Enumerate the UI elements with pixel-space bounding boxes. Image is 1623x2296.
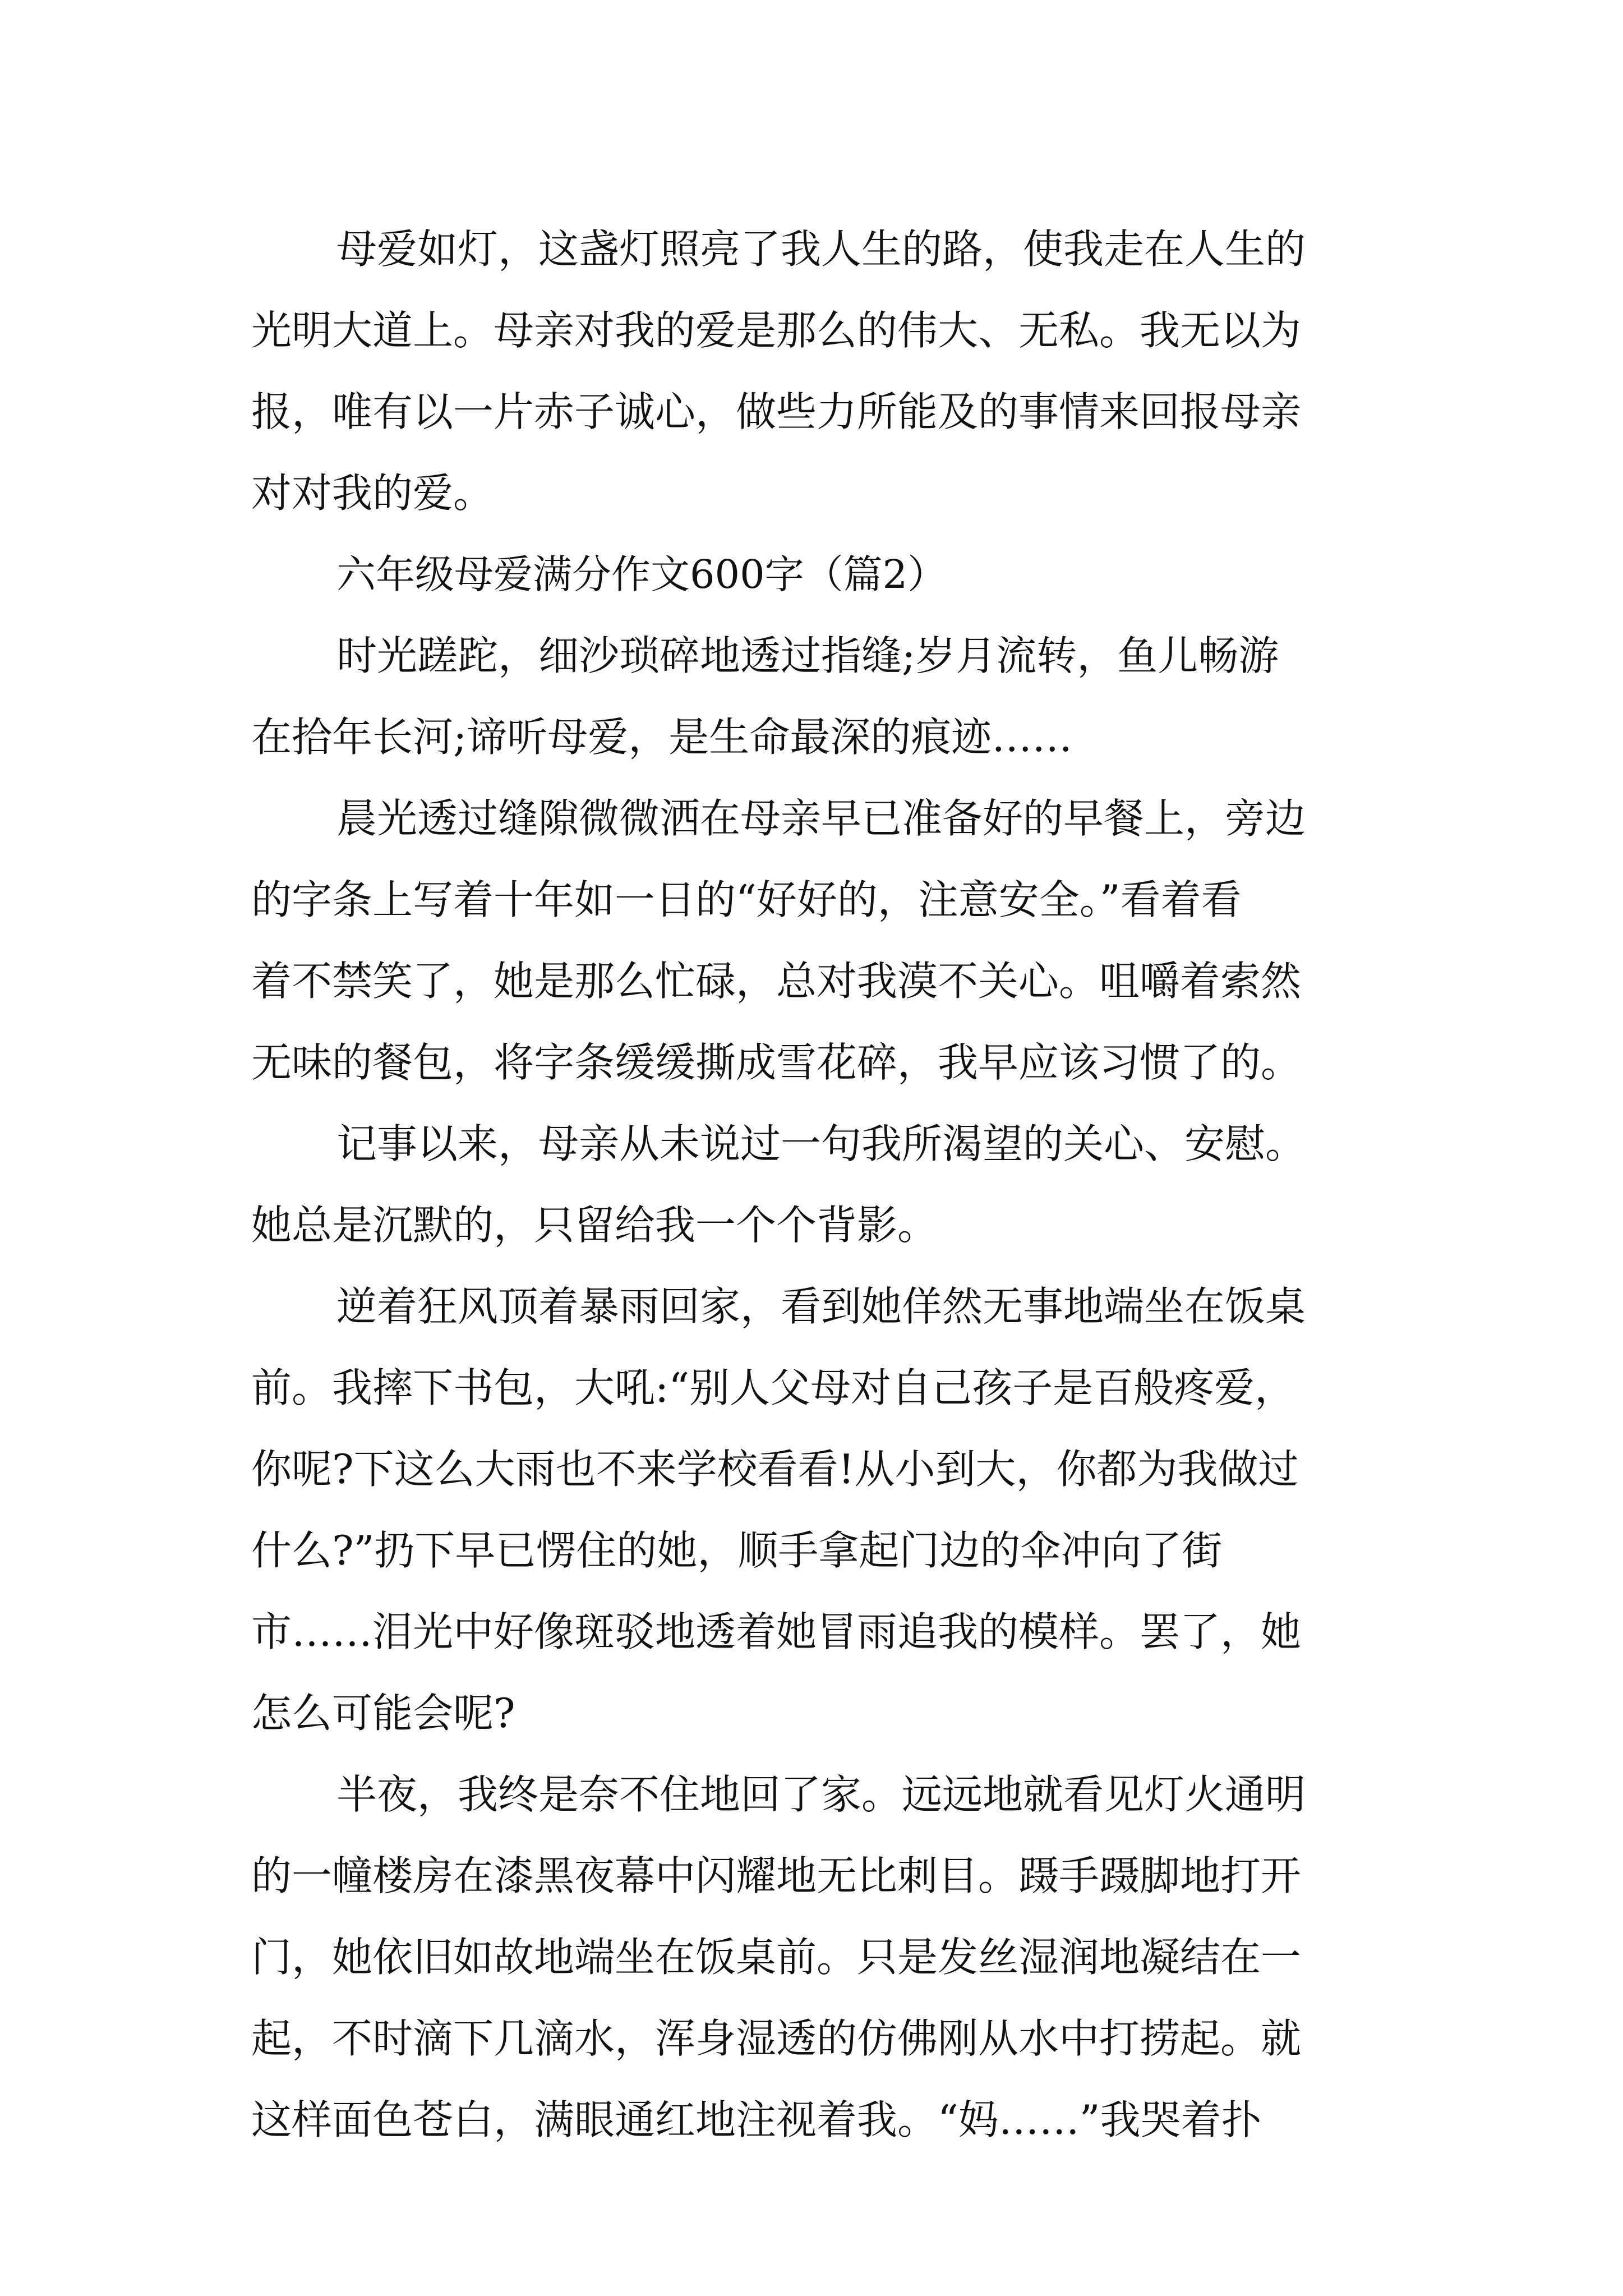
text-line: 时光蹉跎，细沙琐碎地透过指缝;岁月流转，鱼儿畅游 bbox=[336, 632, 1279, 679]
text-line: 光明大道上。母亲对我的爱是那么的伟大、无私。我无以为 bbox=[251, 307, 1302, 354]
text-line: 记事以来，母亲从未说过一句我所渴望的关心、安慰。 bbox=[336, 1120, 1306, 1167]
text-line: 在拾年长河;谛听母爱，是生命最深的痕迹…… bbox=[251, 714, 1073, 761]
text-line: 起，不时滴下几滴水，浑身湿透的仿佛刚从水中打捞起。就 bbox=[251, 2015, 1302, 2062]
text-line: 半夜，我终是奈不住地回了家。远远地就看见灯火通明 bbox=[336, 1771, 1306, 1818]
section-heading: 六年级母爱满分作文600字（篇2） bbox=[336, 551, 947, 597]
text-line: 她总是沉默的，只留给我一个个背影。 bbox=[251, 1202, 938, 1249]
text-line: 母爱如灯，这盏灯照亮了我人生的路，使我走在人生的 bbox=[336, 226, 1306, 273]
text-line: 前。我摔下书包，大吼:“别人父母对自己孩子是百般疼爱， bbox=[251, 1364, 1295, 1411]
text-line: 的一幢楼房在漆黑夜幕中闪耀地无比刺目。蹑手蹑脚地打开 bbox=[251, 1852, 1302, 1899]
text-line: 什么?”扔下早已愣住的她，顺手拿起门边的伞冲向了街 bbox=[251, 1527, 1223, 1574]
text-line: 市……泪光中好像斑驳地透着她冒雨追我的模样。罢了，她 bbox=[251, 1608, 1302, 1655]
text-line: 这样面色苍白，满眼通红地注视着我。“妈……”我哭着扑 bbox=[251, 2096, 1262, 2143]
text-line: 的字条上写着十年如一日的“好好的，注意安全。”看着看 bbox=[251, 876, 1242, 923]
text-line: 无味的餐包，将字条缓缓撕成雪花碎，我早应该习惯了的。 bbox=[251, 1039, 1302, 1086]
text-line: 门，她依旧如故地端坐在饭桌前。只是发丝湿润地凝结在一 bbox=[251, 1934, 1302, 1981]
text-line: 晨光透过缝隙微微洒在母亲早已准备好的早餐上，旁边 bbox=[336, 795, 1306, 842]
text-line: 报，唯有以一片赤子诚心，做些力所能及的事情来回报母亲 bbox=[251, 388, 1302, 435]
essay-body bbox=[251, 209, 1373, 2161]
text-line: 着不禁笑了，她是那么忙碌，总对我漠不关心。咀嚼着索然 bbox=[251, 958, 1302, 1005]
text-line: 你呢?下这么大雨也不来学校看看!从小到大，你都为我做过 bbox=[251, 1446, 1299, 1493]
text-line: 对对我的爱。 bbox=[251, 470, 494, 517]
text-line: 怎么可能会呢? bbox=[251, 1690, 515, 1737]
text-line: 逆着狂风顶着暴雨回家，看到她佯然无事地端坐在饭桌 bbox=[336, 1283, 1306, 1330]
